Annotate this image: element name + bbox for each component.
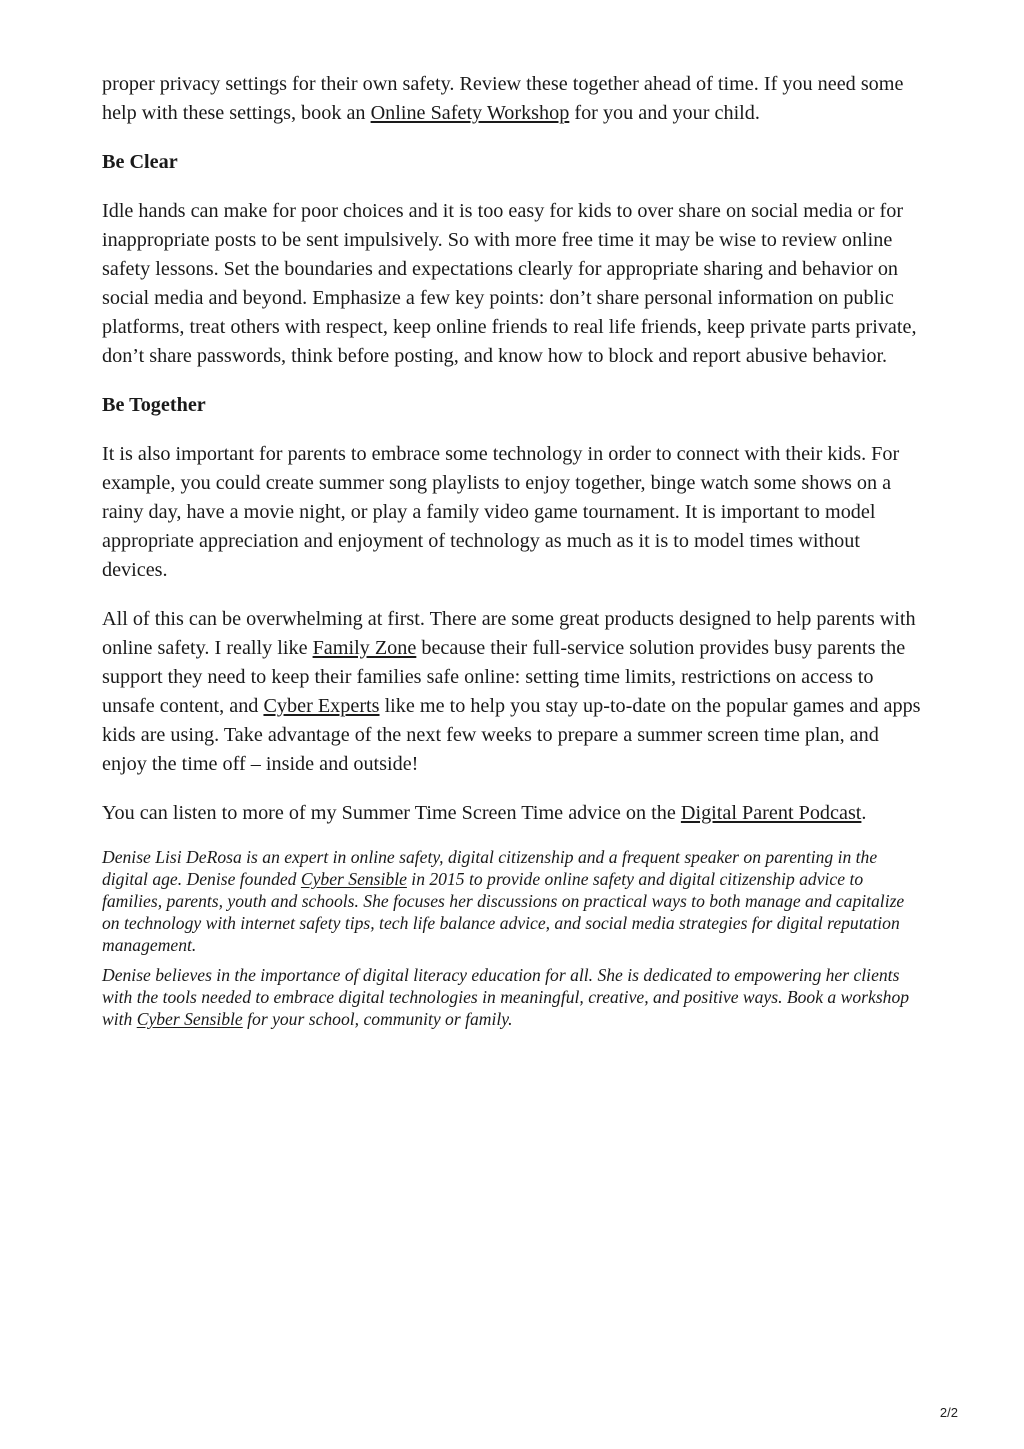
page-number: 2/2: [939, 1405, 958, 1420]
bio2-text-after: for your school, community or family.: [242, 1009, 513, 1029]
cyber-sensible-link-2[interactable]: Cyber Sensible: [136, 1009, 243, 1029]
author-bio-paragraph-1: [102, 846, 922, 956]
bio2-text-before: Denise believes in the importance of digital literacy education for all. She is dedicated to empowering her clients with the tools needed to embrace digital technologies in meaningful, creative, and positive ways. Book a workshop with: [102, 965, 910, 1029]
podcast-paragraph: [102, 799, 922, 828]
family-zone-link[interactable]: Family Zone: [312, 637, 417, 659]
be-clear-paragraph: Idle hands can make for poor choices and it is too easy for kids to over share on social media or for inappropriate posts to be sent impulsively. So with more free time it may be wise to review online safety lessons. Set the boundaries and expectations clearly for appropriate sharing and behavior on social media and beyond. Emphasize a few key points: don’t share personal information on public platforms, treat others with respect, keep online friends to real life friends, keep private parts private, don’t share passwords, think before posting, and know how to block and report abusive behavior.: [102, 200, 917, 367]
overwhelming-paragraph: [102, 605, 922, 779]
bio1-text-after: in 2015 to provide online safety and digital citizenship advice to families, parents, youth and schools. She focuses her discussions on practical ways to both manage and capitalize on technology with internet safety tips, tech life balance advice, and social media strategies for digital reputation management.: [102, 869, 905, 955]
podcast-text-before: You can listen to more of my Summer Time Screen Time advice on the: [102, 802, 681, 824]
bio1-text-before: Denise Lisi DeRosa is an expert in online safety, digital citizenship and a frequent speaker on parenting in the digital age. Denise founded: [102, 847, 878, 889]
cyber-sensible-link-1[interactable]: Cyber Sensible: [300, 869, 407, 889]
cyber-experts-link[interactable]: Cyber Experts: [263, 695, 380, 717]
digital-parent-podcast-link[interactable]: Digital Parent Podcast: [680, 802, 862, 824]
overwhelming-text-2: because their full-service solution provides busy parents the support they need to keep their families safe online: setting time limits, restrictions on access to unsafe content, and: [102, 637, 906, 717]
overwhelming-text-3: like me to help you stay up-to-date on the popular games and apps kids are using. Take advantage of the next few weeks to prepare a summer screen time plan, and enjoy the time off – inside and outside!: [102, 695, 921, 775]
intro-text-before: proper privacy settings for their own safety. Review these together ahead of time. If you need some help with these settings, book an: [102, 73, 904, 124]
document-page: [102, 70, 922, 1038]
author-bio-paragraph-2: [102, 964, 922, 1030]
overwhelming-text-1: All of this can be overwhelming at first. There are some great products designed to help parents with online safety. I really like: [102, 608, 916, 659]
podcast-text-after: .: [861, 802, 867, 824]
be-together-heading: Be Together: [102, 394, 206, 416]
be-together-paragraph: It is also important for parents to embrace some technology in order to connect with their kids. For example, you could create summer song playlists to enjoy together, binge watch some shows on a rainy day, have a movie night, or play a family video game tournament. It is important to model appropriate appreciation and enjoyment of technology as much as it is to model times without devices.: [102, 443, 900, 581]
be-clear-heading: Be Clear: [102, 151, 178, 173]
online-safety-workshop-link[interactable]: Online Safety Workshop: [370, 102, 570, 124]
intro-text-after: for you and your child.: [569, 102, 760, 124]
intro-paragraph: [102, 70, 922, 128]
